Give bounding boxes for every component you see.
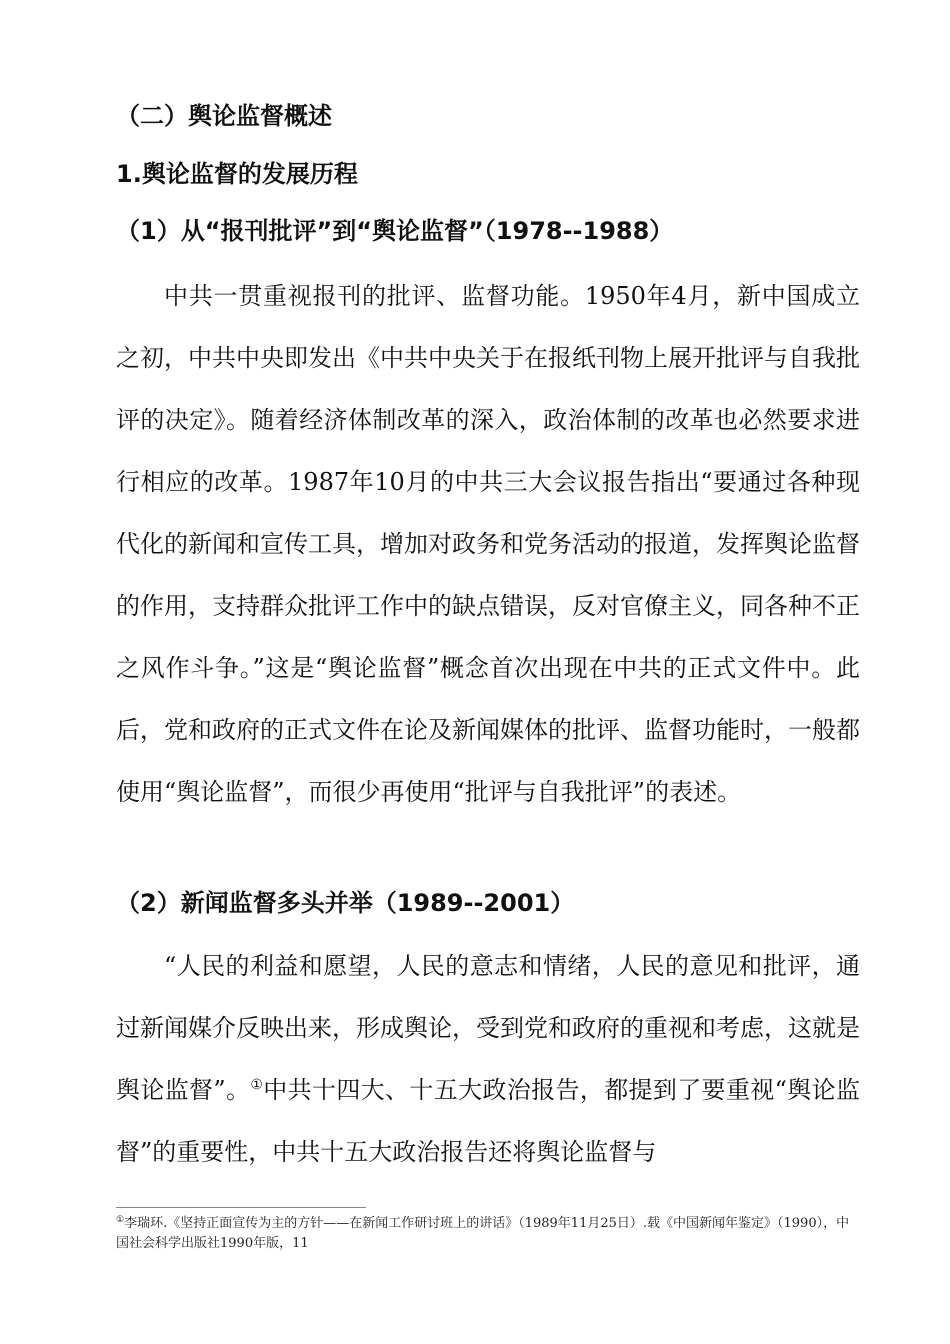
- footnote-divider: [116, 1207, 366, 1208]
- footnote-mark: ①: [116, 1215, 125, 1225]
- paragraph-2-text-after-ref: 中共十四大、十五大政治报告，都提到了要重视“舆论监督”的重要性，中共十五大政治报告还将舆论监督与: [116, 1076, 860, 1166]
- footnote-text: 李瑞环.《坚持正面宣传为主的方针——在新闻工作研讨班上的讲话》（1989年11月25日）.载《中国新闻年鉴定》（1990），中国社会科学出版社1990年版，11: [116, 1216, 850, 1251]
- section-heading: （二）舆论监督概述: [116, 102, 332, 130]
- subsection-heading: 1.舆论监督的发展历程: [116, 160, 358, 188]
- item-heading-1: （1）从“报刊批评”到“舆论监督”（1978--1988）: [116, 217, 674, 245]
- paragraph-2-text-before-ref: “人民的利益和愿望，人民的意志和情绪，人民的意见和批评，通过新闻媒介反映出来，形成舆论，受到党和政府的重视和考虑，这就是舆论监督”。: [116, 952, 860, 1104]
- paragraph-1: 中共一贯重视报刊的批评、监督功能。1950年4月，新中国成立之初，中共中央即发出《中共中央关于在报纸刊物上展开批评与自我批评的决定》。随着经济体制改革的深入，政治体制的改革也必然要求进行相应的改革。1987年10月的中共三大会议报告指出“要通过各种现代化的新闻和宣传工具，增加对政务和党务活动的报道，发挥舆论监督的作用，支持群众批评工作中的缺点错误，反对官僚主义，同各种不正之风作斗争。”这是“舆论监督”概念首次出现在中共的正式文件中。此后，党和政府的正式文件在论及新闻媒体的批评、监督功能时，一般都使用“舆论监督”，而很少再使用“批评与自我批评”的表述。: [116, 282, 860, 806]
- footnote: [116, 1214, 860, 1254]
- footnote-reference-mark[interactable]: ①: [250, 1077, 264, 1093]
- item-heading-2: （2）新闻监督多头并举（1989--2001）: [116, 889, 575, 917]
- paragraph-2: [116, 935, 860, 1183]
